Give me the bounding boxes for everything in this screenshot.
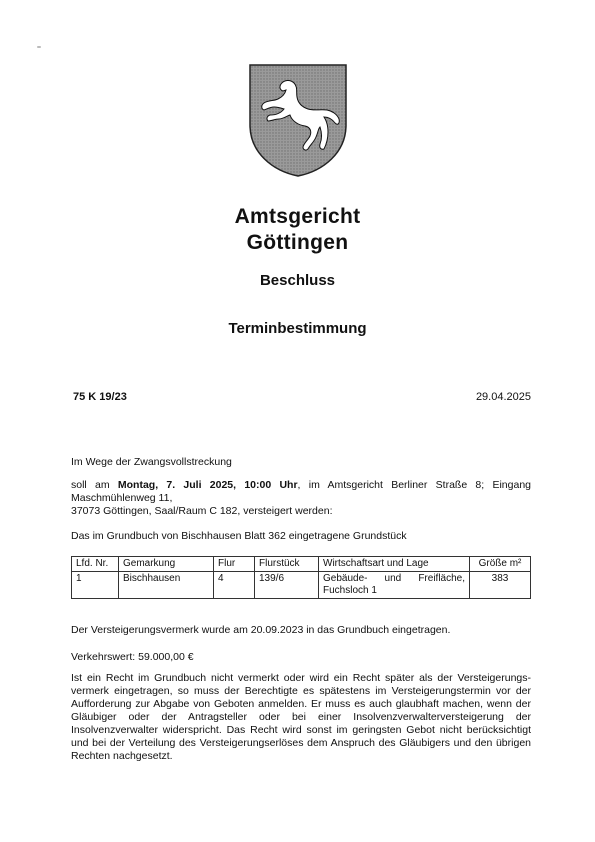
schedule-prefix: soll am	[71, 479, 118, 491]
table-header-row	[72, 557, 531, 572]
header-flurstueck: Flurstück	[255, 557, 319, 572]
rights-notice-paragraph: Ist ein Recht im Grundbuch nicht vermerkt oder wird ein Recht später als der Versteigerungs-vermerk eingetragen, so muss der Berechtigte es spätestens im Versteigerungstermin vor der Aufforderung zur Abgabe von Geboten anmelden. Er muss es auch glaubhaft machen, wenn der Gläubiger oder der Antragsteller oder bei einer Insolvenzverwalterversteigerung der Insolvenzverwalter widerspricht. Das Recht wird sonst im geringsten Gebot nicht berücksichtigt und bei der Verteilung des Versteigerungserlöses dem Anspruch des Gläubigers und den übrigen Rechten nachgesetzt.	[71, 672, 531, 762]
court-name-line-2: Göttingen	[246, 231, 349, 254]
document-date: 29.04.2025	[475, 391, 531, 403]
schedule-location-1: , im Amtsgericht Berliner Straße 8; Eingang Maschmühlenweg 11,	[71, 479, 531, 504]
header-flur: Flur	[214, 557, 255, 572]
court-name-line-1: Amtsgericht	[234, 205, 361, 228]
subject-heading: Terminbestimmung	[228, 320, 367, 337]
cell-groesse: 383	[470, 572, 531, 599]
table-row	[72, 572, 531, 599]
header-groesse: Größe m²	[470, 557, 531, 572]
verkehrswert-text: Verkehrswert: 59.000,00 €	[71, 651, 194, 663]
vermerk-text: Der Versteigerungsvermerk wurde am 20.09.2023 in das Grundbuch eingetragen.	[71, 624, 451, 636]
grundbuch-text: Das im Grundbuch von Bischhausen Blatt 362 eingetragene Grundstück	[71, 530, 407, 542]
lower-saxony-horse-crest-icon	[248, 63, 348, 178]
cell-wirtschaftsart-line-1: Gebäude- und Freifläche,	[323, 573, 465, 584]
schedule-location-2: 37073 Göttingen, Saal/Raum C 182, versteigert werden:	[71, 505, 333, 517]
cell-flurstueck: 139/6	[255, 572, 319, 599]
scan-speck	[37, 46, 41, 48]
intro-text: Im Wege der Zwangsvollstreckung	[71, 456, 232, 468]
header-wirtschaftsart: Wirtschaftsart und Lage	[319, 557, 470, 572]
decision-title: Beschluss	[259, 272, 336, 289]
cell-lfd-nr: 1	[72, 572, 119, 599]
schedule-date-time: Montag, 7. Juli 2025, 10:00 Uhr	[117, 479, 298, 491]
header-lfd-nr: Lfd. Nr.	[72, 557, 119, 572]
parcel-table	[71, 556, 531, 599]
cell-flur: 4	[214, 572, 255, 599]
header-gemarkung: Gemarkung	[119, 557, 214, 572]
cell-wirtschaftsart	[319, 572, 470, 599]
cell-wirtschaftsart-line-2: Fuchsloch 1	[323, 585, 377, 596]
case-number: 75 K 19/23	[73, 391, 127, 403]
schedule-paragraph	[71, 479, 531, 518]
cell-gemarkung: Bischhausen	[119, 572, 214, 599]
